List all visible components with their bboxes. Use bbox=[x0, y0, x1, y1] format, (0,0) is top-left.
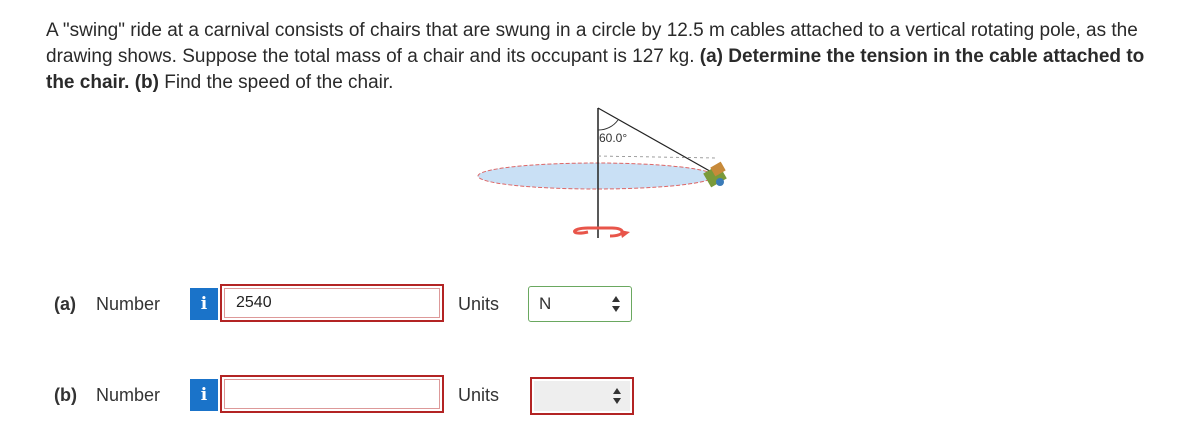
swing-ride-drawing bbox=[470, 98, 770, 248]
problem-intro: A "swing" ride at a carnival consists of chairs that are swung in a circle by 12.5 m cables attached to a vertical rotating pole, as the drawing shows. Suppose the total mass of a chair and its occupant is 127 kg. bbox=[46, 20, 1138, 67]
part-b-text: Find the speed of the chair. bbox=[164, 72, 394, 93]
units-label-a: Units bbox=[458, 294, 500, 314]
problem-statement bbox=[46, 18, 1176, 96]
part-a-text: Determine the tension in the cable attached to the chair. bbox=[46, 46, 1145, 93]
info-icon[interactable]: i bbox=[190, 288, 218, 320]
up-down-arrows-icon bbox=[611, 295, 621, 313]
number-label-b: Number bbox=[96, 385, 161, 405]
units-select-b[interactable] bbox=[530, 377, 634, 415]
number-label-a: Number bbox=[96, 294, 161, 314]
rotation-arrowhead-icon bbox=[620, 230, 630, 238]
part-a-prefix: (a) bbox=[699, 46, 723, 67]
units-label-b: Units bbox=[458, 385, 500, 405]
units-select-a[interactable] bbox=[528, 286, 632, 322]
info-icon[interactable]: i bbox=[190, 379, 218, 411]
up-down-arrows-icon bbox=[612, 387, 622, 405]
part-b-prefix: (b) bbox=[134, 72, 159, 93]
part-label-b: (b) bbox=[54, 385, 77, 405]
reference-line bbox=[598, 156, 715, 158]
answer-a-number-input[interactable]: 2540 bbox=[220, 284, 444, 322]
swing-ride-figure bbox=[470, 98, 770, 248]
chair-icon bbox=[703, 162, 727, 188]
units-select-a-value: N bbox=[539, 294, 552, 313]
angle-label: 60.0° bbox=[599, 131, 628, 145]
answer-b-number-input[interactable] bbox=[220, 375, 444, 413]
angle-arc bbox=[598, 120, 618, 130]
swing-circle-ellipse bbox=[478, 163, 714, 189]
part-label-a: (a) bbox=[54, 294, 76, 314]
